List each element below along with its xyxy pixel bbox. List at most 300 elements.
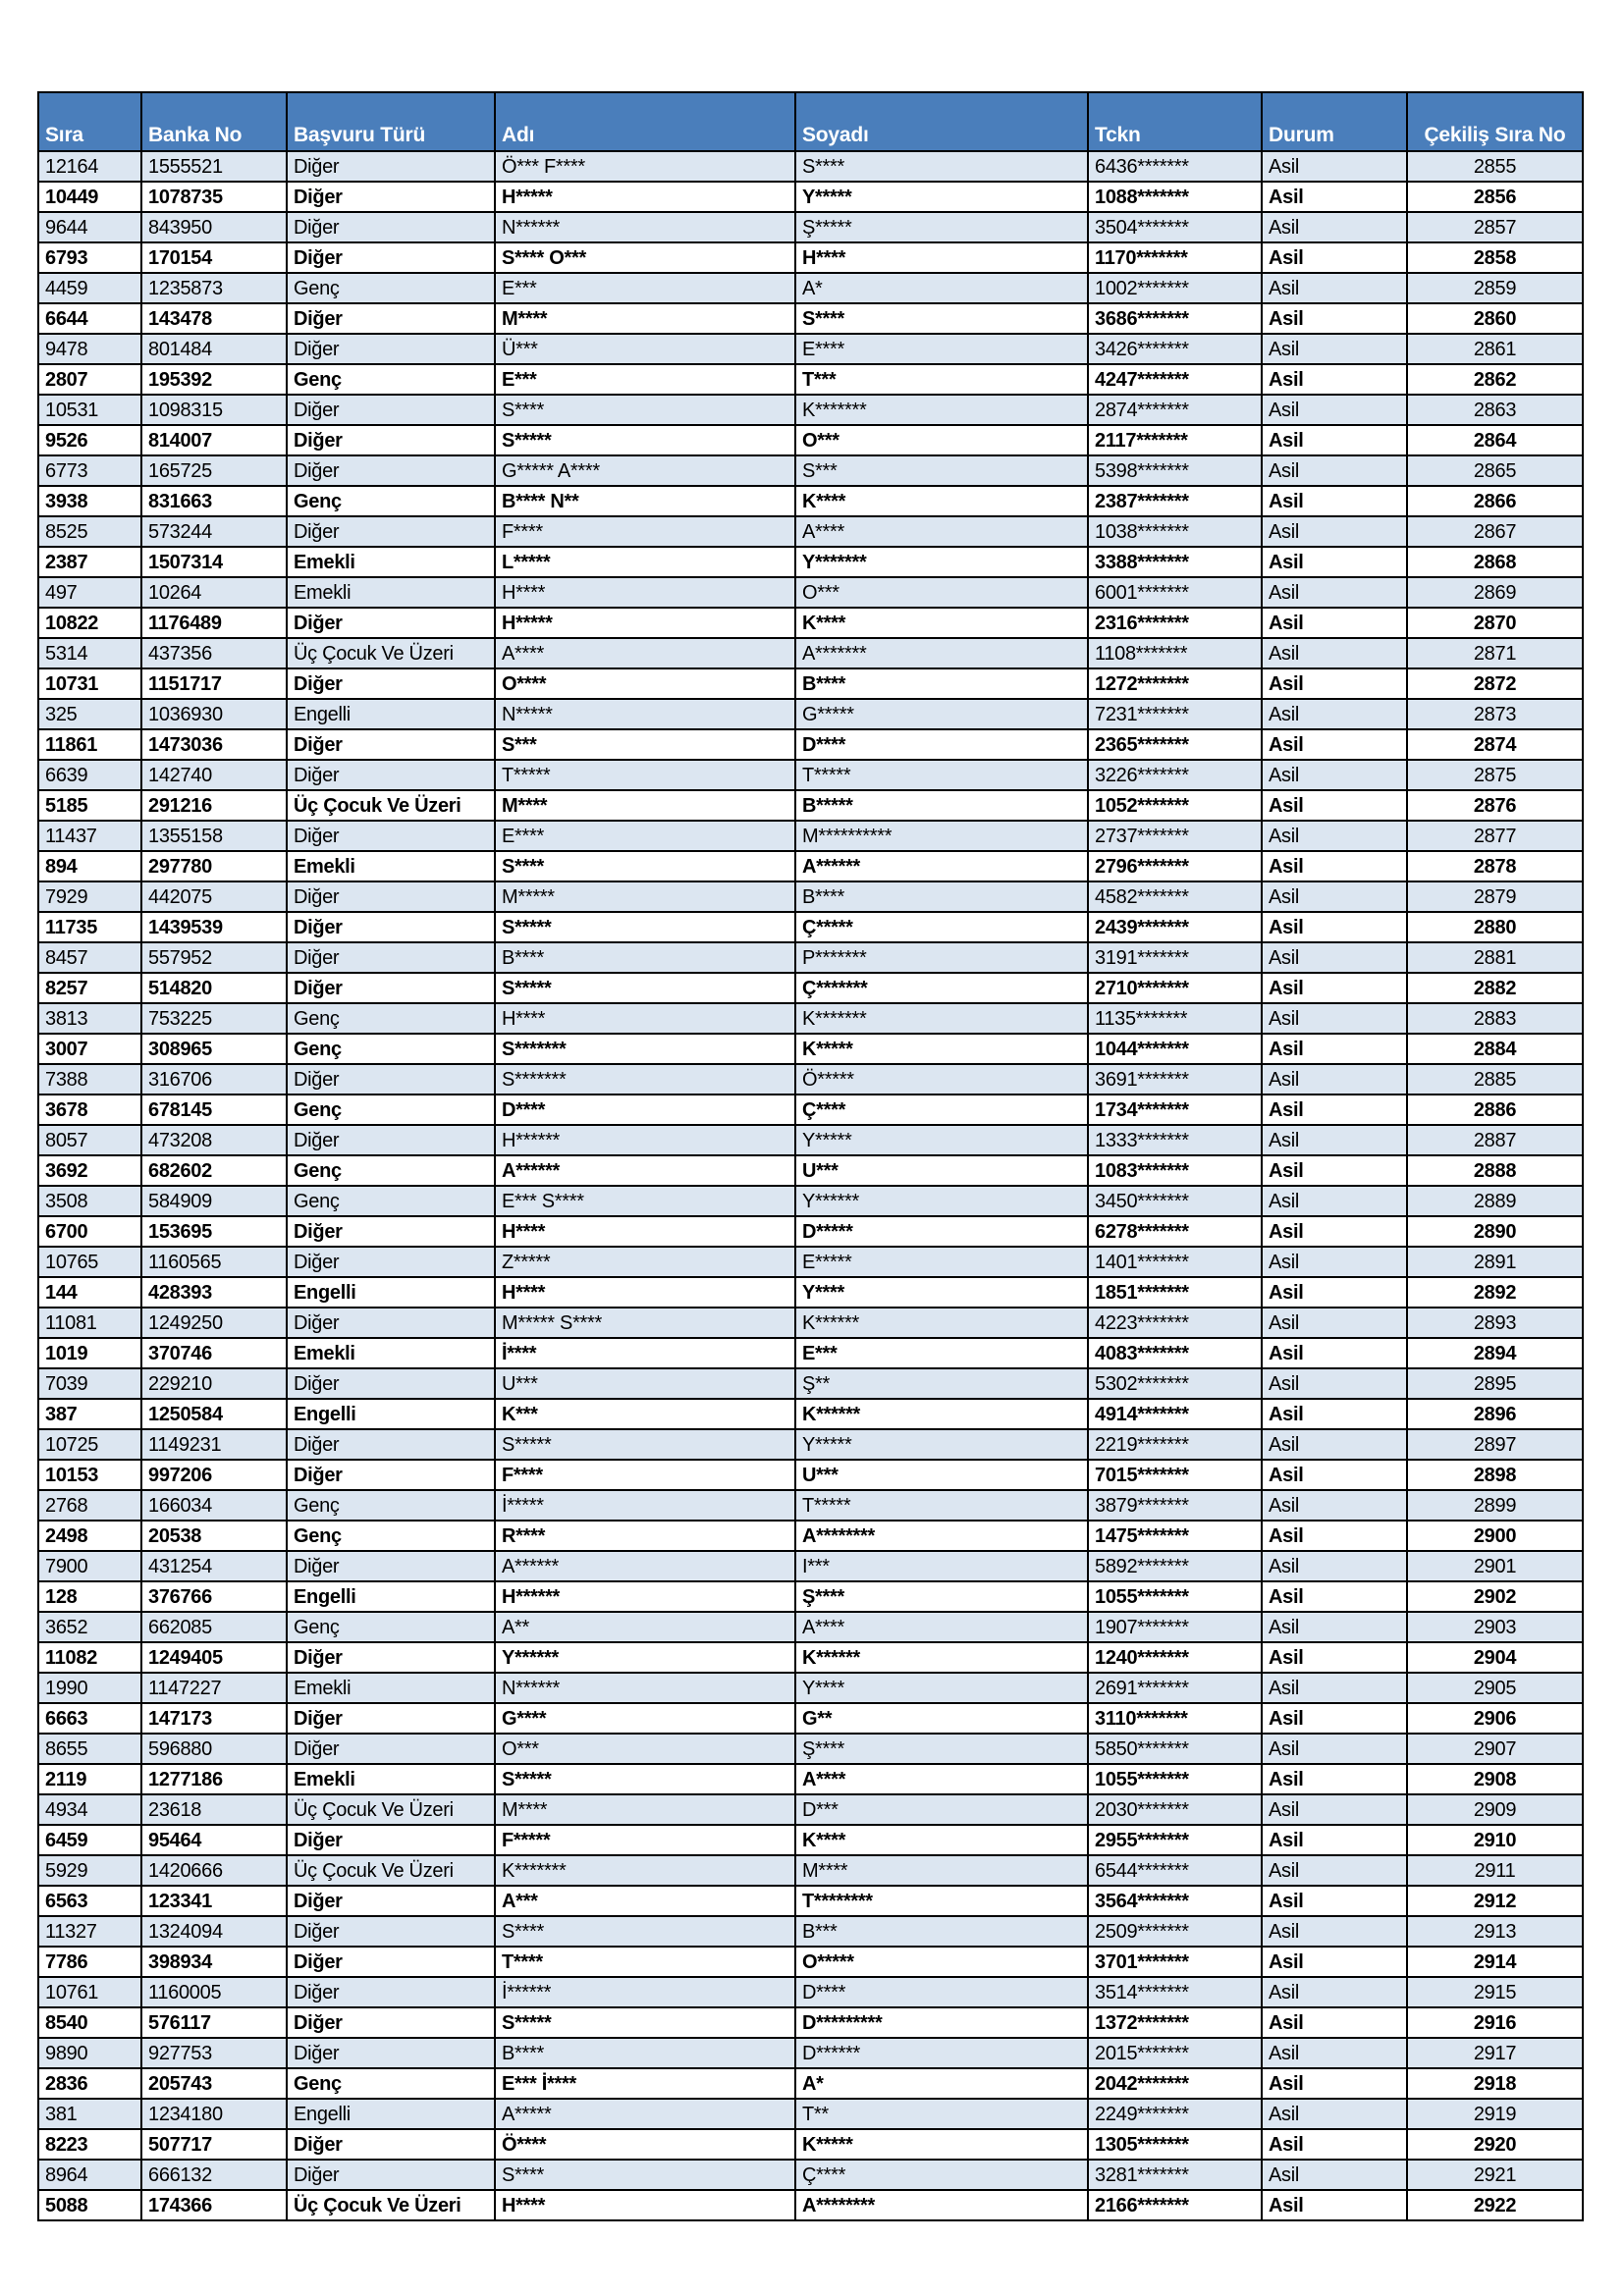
cell-adi: A**** (495, 638, 795, 668)
cell-adi: G**** (495, 1703, 795, 1734)
cell-adi: İ****** (495, 1977, 795, 2007)
table-row[interactable] (38, 1338, 1583, 1368)
table-row[interactable] (38, 1825, 1583, 1855)
cell-soyadi: D*** (795, 1794, 1088, 1825)
table-row[interactable] (38, 1734, 1583, 1764)
cell-soyadi: T*** (795, 364, 1088, 395)
cell-soyadi: D****** (795, 2038, 1088, 2068)
table-row[interactable] (38, 2190, 1583, 2220)
cell-basvuru_turu: Diğer (287, 760, 495, 790)
cell-cekilis_sira_no: 2891 (1407, 1247, 1583, 1277)
cell-durum: Asil (1262, 760, 1407, 790)
table-row[interactable] (38, 1216, 1583, 1247)
cell-adi: E*** S**** (495, 1186, 795, 1216)
cell-banka_no: 1249405 (141, 1642, 287, 1673)
cell-sira: 7929 (38, 881, 141, 912)
table-row[interactable] (38, 1095, 1583, 1125)
table-row[interactable] (38, 1429, 1583, 1460)
cell-tckn: 1002******* (1088, 273, 1262, 303)
cell-tckn: 2955******* (1088, 1825, 1262, 1855)
cell-adi: Ö*** F**** (495, 151, 795, 182)
cell-banka_no: 997206 (141, 1460, 287, 1490)
cell-adi: O**** (495, 668, 795, 699)
cell-soyadi: D**** (795, 1977, 1088, 2007)
cell-cekilis_sira_no: 2858 (1407, 242, 1583, 273)
table-row[interactable] (38, 2160, 1583, 2190)
cell-durum: Asil (1262, 2099, 1407, 2129)
cell-basvuru_turu: Emekli (287, 577, 495, 608)
table-row[interactable] (38, 1977, 1583, 2007)
cell-durum: Asil (1262, 2038, 1407, 2068)
table-row[interactable] (38, 516, 1583, 547)
cell-sira: 10153 (38, 1460, 141, 1490)
table-row[interactable] (38, 790, 1583, 821)
cell-durum: Asil (1262, 608, 1407, 638)
cell-adi: A***** (495, 2099, 795, 2129)
cell-cekilis_sira_no: 2906 (1407, 1703, 1583, 1734)
cell-soyadi: I*** (795, 1551, 1088, 1581)
cell-cekilis_sira_no: 2913 (1407, 1916, 1583, 1947)
cell-basvuru_turu: Diğer (287, 1886, 495, 1916)
cell-durum: Asil (1262, 334, 1407, 364)
cell-basvuru_turu: Genç (287, 1155, 495, 1186)
cell-banka_no: 576117 (141, 2007, 287, 2038)
cell-basvuru_turu: Genç (287, 1095, 495, 1125)
cell-tckn: 3514******* (1088, 1977, 1262, 2007)
table-row[interactable] (38, 577, 1583, 608)
cell-cekilis_sira_no: 2862 (1407, 364, 1583, 395)
cell-sira: 381 (38, 2099, 141, 2129)
cell-sira: 11082 (38, 1642, 141, 1673)
column-header-sira[interactable]: Sıra (38, 92, 141, 151)
cell-basvuru_turu: Diğer (287, 1551, 495, 1581)
table-row[interactable] (38, 1521, 1583, 1551)
cell-cekilis_sira_no: 2892 (1407, 1277, 1583, 1308)
cell-durum: Asil (1262, 1916, 1407, 1947)
cell-banka_no: 831663 (141, 486, 287, 516)
cell-tckn: 3701******* (1088, 1947, 1262, 1977)
cell-durum: Asil (1262, 2129, 1407, 2160)
cell-sira: 2836 (38, 2068, 141, 2099)
cell-tckn: 3226******* (1088, 760, 1262, 790)
cell-durum: Asil (1262, 821, 1407, 851)
table-row[interactable] (38, 760, 1583, 790)
cell-durum: Asil (1262, 1642, 1407, 1673)
cell-soyadi: K**** (795, 608, 1088, 638)
cell-adi: İ***** (495, 1490, 795, 1521)
cell-sira: 6563 (38, 1886, 141, 1916)
cell-sira: 3692 (38, 1155, 141, 1186)
cell-sira: 5314 (38, 638, 141, 668)
cell-soyadi: O***** (795, 1947, 1088, 1977)
cell-tckn: 3450******* (1088, 1186, 1262, 1216)
cell-sira: 144 (38, 1277, 141, 1308)
cell-cekilis_sira_no: 2885 (1407, 1064, 1583, 1095)
cell-soyadi: K****** (795, 1308, 1088, 1338)
cell-durum: Asil (1262, 1703, 1407, 1734)
cell-soyadi: K***** (795, 1034, 1088, 1064)
cell-banka_no: 1507314 (141, 547, 287, 577)
cell-banka_no: 205743 (141, 2068, 287, 2099)
cell-sira: 10765 (38, 1247, 141, 1277)
column-header-basvuru_turu[interactable]: Başvuru Türü (287, 92, 495, 151)
cell-durum: Asil (1262, 1095, 1407, 1125)
column-header-soyadi[interactable]: Soyadı (795, 92, 1088, 151)
cell-tckn: 4223******* (1088, 1308, 1262, 1338)
cell-soyadi: Y**** (795, 1277, 1088, 1308)
cell-banka_no: 753225 (141, 1003, 287, 1034)
cell-basvuru_turu: Genç (287, 1612, 495, 1642)
cell-tckn: 2249******* (1088, 2099, 1262, 2129)
cell-durum: Asil (1262, 638, 1407, 668)
cell-sira: 3678 (38, 1095, 141, 1125)
table-row[interactable] (38, 334, 1583, 364)
table-row[interactable] (38, 912, 1583, 942)
table-row[interactable] (38, 1947, 1583, 1977)
cell-cekilis_sira_no: 2917 (1407, 2038, 1583, 2068)
cell-banka_no: 370746 (141, 1338, 287, 1368)
cell-sira: 11081 (38, 1308, 141, 1338)
cell-soyadi: A**** (795, 1764, 1088, 1794)
table-row[interactable] (38, 821, 1583, 851)
cell-sira: 7039 (38, 1368, 141, 1399)
cell-sira: 10731 (38, 668, 141, 699)
cell-soyadi: O*** (795, 577, 1088, 608)
cell-banka_no: 428393 (141, 1277, 287, 1308)
cell-durum: Asil (1262, 942, 1407, 973)
cell-tckn: 1055******* (1088, 1581, 1262, 1612)
cell-durum: Asil (1262, 1490, 1407, 1521)
cell-tckn: 1272******* (1088, 668, 1262, 699)
table-row[interactable] (38, 303, 1583, 334)
cell-banka_no: 229210 (141, 1368, 287, 1399)
cell-banka_no: 1235873 (141, 273, 287, 303)
column-header-tckn[interactable]: Tckn (1088, 92, 1262, 151)
cell-banka_no: 1149231 (141, 1429, 287, 1460)
table-row[interactable] (38, 1064, 1583, 1095)
cell-soyadi: K****** (795, 1642, 1088, 1673)
cell-banka_no: 801484 (141, 334, 287, 364)
cell-cekilis_sira_no: 2907 (1407, 1734, 1583, 1764)
table-row[interactable] (38, 1308, 1583, 1338)
cell-basvuru_turu: Diğer (287, 1308, 495, 1338)
table-row[interactable] (38, 151, 1583, 182)
cell-basvuru_turu: Emekli (287, 1673, 495, 1703)
table-row[interactable] (38, 699, 1583, 729)
table-row[interactable] (38, 638, 1583, 668)
cell-basvuru_turu: Üç Çocuk Ve Üzeri (287, 1794, 495, 1825)
table-row[interactable] (38, 1155, 1583, 1186)
cell-tckn: 2710******* (1088, 973, 1262, 1003)
cell-cekilis_sira_no: 2865 (1407, 455, 1583, 486)
table-row[interactable] (38, 1612, 1583, 1642)
table-row[interactable] (38, 1581, 1583, 1612)
cell-banka_no: 123341 (141, 1886, 287, 1916)
cell-adi: H**** (495, 1277, 795, 1308)
cell-adi: İ**** (495, 1338, 795, 1368)
lottery-results-table (37, 91, 1584, 2221)
table-row[interactable] (38, 1794, 1583, 1825)
table-row[interactable] (38, 1003, 1583, 1034)
cell-cekilis_sira_no: 2876 (1407, 790, 1583, 821)
cell-basvuru_turu: Üç Çocuk Ve Üzeri (287, 1855, 495, 1886)
table-row[interactable] (38, 1855, 1583, 1886)
cell-durum: Asil (1262, 1277, 1407, 1308)
column-header-durum[interactable]: Durum (1262, 92, 1407, 151)
table-row[interactable] (38, 1399, 1583, 1429)
table-row[interactable] (38, 729, 1583, 760)
cell-soyadi: E*** (795, 1338, 1088, 1368)
cell-durum: Asil (1262, 1064, 1407, 1095)
cell-banka_no: 1250584 (141, 1399, 287, 1429)
table-row[interactable] (38, 1247, 1583, 1277)
table-row[interactable] (38, 425, 1583, 455)
cell-basvuru_turu: Engelli (287, 2099, 495, 2129)
cell-basvuru_turu: Diğer (287, 1825, 495, 1855)
cell-cekilis_sira_no: 2897 (1407, 1429, 1583, 1460)
cell-sira: 2387 (38, 547, 141, 577)
cell-tckn: 1135******* (1088, 1003, 1262, 1034)
table-row[interactable] (38, 608, 1583, 638)
cell-durum: Asil (1262, 1886, 1407, 1916)
cell-banka_no: 431254 (141, 1551, 287, 1581)
cell-banka_no: 662085 (141, 1612, 287, 1642)
cell-tckn: 5302******* (1088, 1368, 1262, 1399)
table-row[interactable] (38, 1764, 1583, 1794)
table-row[interactable] (38, 668, 1583, 699)
cell-sira: 2498 (38, 1521, 141, 1551)
cell-soyadi: T***** (795, 1490, 1088, 1521)
table-row[interactable] (38, 364, 1583, 395)
cell-basvuru_turu: Diğer (287, 1460, 495, 1490)
cell-soyadi: Ç******* (795, 973, 1088, 1003)
cell-adi: D**** (495, 1095, 795, 1125)
cell-durum: Asil (1262, 547, 1407, 577)
cell-banka_no: 166034 (141, 1490, 287, 1521)
cell-sira: 8540 (38, 2007, 141, 2038)
cell-adi: A****** (495, 1155, 795, 1186)
cell-adi: M***** S**** (495, 1308, 795, 1338)
cell-tckn: 2737******* (1088, 821, 1262, 851)
cell-durum: Asil (1262, 1794, 1407, 1825)
cell-basvuru_turu: Emekli (287, 851, 495, 881)
table-row[interactable] (38, 547, 1583, 577)
cell-banka_no: 1420666 (141, 1855, 287, 1886)
table-row[interactable] (38, 1551, 1583, 1581)
cell-soyadi: E***** (795, 1247, 1088, 1277)
table-row[interactable] (38, 2099, 1583, 2129)
cell-banka_no: 23618 (141, 1794, 287, 1825)
cell-sira: 8525 (38, 516, 141, 547)
cell-tckn: 1333******* (1088, 1125, 1262, 1155)
table-row[interactable] (38, 455, 1583, 486)
table-row[interactable] (38, 1642, 1583, 1673)
table-row[interactable] (38, 1490, 1583, 1521)
cell-adi: Ö**** (495, 2129, 795, 2160)
cell-tckn: 3388******* (1088, 547, 1262, 577)
cell-adi: O*** (495, 1734, 795, 1764)
cell-cekilis_sira_no: 2881 (1407, 942, 1583, 973)
cell-adi: F**** (495, 1460, 795, 1490)
cell-banka_no: 473208 (141, 1125, 287, 1155)
table-row[interactable] (38, 1186, 1583, 1216)
cell-soyadi: H**** (795, 242, 1088, 273)
cell-durum: Asil (1262, 1034, 1407, 1064)
cell-cekilis_sira_no: 2884 (1407, 1034, 1583, 1064)
cell-durum: Asil (1262, 1734, 1407, 1764)
cell-basvuru_turu: Diğer (287, 212, 495, 242)
cell-soyadi: M**** (795, 1855, 1088, 1886)
cell-tckn: 7015******* (1088, 1460, 1262, 1490)
table-row[interactable] (38, 2007, 1583, 2038)
cell-basvuru_turu: Diğer (287, 334, 495, 364)
table-row[interactable] (38, 395, 1583, 425)
cell-soyadi: B*** (795, 1916, 1088, 1947)
cell-tckn: 1083******* (1088, 1155, 1262, 1186)
cell-cekilis_sira_no: 2874 (1407, 729, 1583, 760)
cell-durum: Asil (1262, 1521, 1407, 1551)
cell-cekilis_sira_no: 2861 (1407, 334, 1583, 364)
table-row[interactable] (38, 1886, 1583, 1916)
cell-cekilis_sira_no: 2855 (1407, 151, 1583, 182)
table-row[interactable] (38, 212, 1583, 242)
cell-basvuru_turu: Diğer (287, 2007, 495, 2038)
table-row[interactable] (38, 273, 1583, 303)
cell-cekilis_sira_no: 2869 (1407, 577, 1583, 608)
cell-tckn: 2439******* (1088, 912, 1262, 942)
cell-cekilis_sira_no: 2921 (1407, 2160, 1583, 2190)
cell-adi: B**** (495, 942, 795, 973)
cell-tckn: 1734******* (1088, 1095, 1262, 1125)
cell-tckn: 1475******* (1088, 1521, 1262, 1551)
cell-sira: 8223 (38, 2129, 141, 2160)
table-row[interactable] (38, 1034, 1583, 1064)
cell-soyadi: Ş** (795, 1368, 1088, 1399)
cell-banka_no: 514820 (141, 973, 287, 1003)
cell-soyadi: Y***** (795, 1429, 1088, 1460)
cell-cekilis_sira_no: 2886 (1407, 1095, 1583, 1125)
cell-tckn: 2030******* (1088, 1794, 1262, 1825)
cell-banka_no: 1176489 (141, 608, 287, 638)
table-row[interactable] (38, 1125, 1583, 1155)
table-row[interactable] (38, 851, 1583, 881)
cell-soyadi: Ç**** (795, 2160, 1088, 2190)
cell-durum: Asil (1262, 395, 1407, 425)
table-row[interactable] (38, 881, 1583, 912)
cell-banka_no: 666132 (141, 2160, 287, 2190)
cell-durum: Asil (1262, 1429, 1407, 1460)
cell-tckn: 1851******* (1088, 1277, 1262, 1308)
table-row[interactable] (38, 242, 1583, 273)
cell-basvuru_turu: Diğer (287, 1216, 495, 1247)
cell-adi: F***** (495, 1825, 795, 1855)
cell-durum: Asil (1262, 1673, 1407, 1703)
cell-basvuru_turu: Diğer (287, 668, 495, 699)
table-row[interactable] (38, 1460, 1583, 1490)
table-row[interactable] (38, 486, 1583, 516)
column-header-cekilis_sira_no[interactable]: Çekiliş Sıra No (1407, 92, 1583, 151)
cell-banka_no: 1036930 (141, 699, 287, 729)
table-row[interactable] (38, 1673, 1583, 1703)
cell-basvuru_turu: Diğer (287, 729, 495, 760)
cell-durum: Asil (1262, 1581, 1407, 1612)
cell-durum: Asil (1262, 1125, 1407, 1155)
cell-sira: 11327 (38, 1916, 141, 1947)
cell-soyadi: K***** (795, 2129, 1088, 2160)
table-row[interactable] (38, 1368, 1583, 1399)
cell-durum: Asil (1262, 1764, 1407, 1794)
cell-tckn: 1170******* (1088, 242, 1262, 273)
cell-banka_no: 1098315 (141, 395, 287, 425)
cell-banka_no: 1234180 (141, 2099, 287, 2129)
cell-tckn: 2219******* (1088, 1429, 1262, 1460)
cell-banka_no: 814007 (141, 425, 287, 455)
cell-durum: Asil (1262, 699, 1407, 729)
cell-soyadi: A******* (795, 638, 1088, 668)
cell-banka_no: 1147227 (141, 1673, 287, 1703)
cell-soyadi: K**** (795, 486, 1088, 516)
cell-adi: S***** (495, 912, 795, 942)
cell-soyadi: U*** (795, 1460, 1088, 1490)
column-header-adi[interactable]: Adı (495, 92, 795, 151)
cell-cekilis_sira_no: 2920 (1407, 2129, 1583, 2160)
cell-soyadi: S**** (795, 151, 1088, 182)
cell-cekilis_sira_no: 2871 (1407, 638, 1583, 668)
cell-basvuru_turu: Diğer (287, 1247, 495, 1277)
table-row[interactable] (38, 2068, 1583, 2099)
cell-tckn: 1108******* (1088, 638, 1262, 668)
cell-banka_no: 927753 (141, 2038, 287, 2068)
cell-soyadi: Ş**** (795, 1734, 1088, 1764)
cell-adi: E**** (495, 821, 795, 851)
table-row[interactable] (38, 942, 1583, 973)
cell-banka_no: 1324094 (141, 1916, 287, 1947)
cell-soyadi: A* (795, 273, 1088, 303)
cell-sira: 6644 (38, 303, 141, 334)
cell-soyadi: M********** (795, 821, 1088, 851)
table-header (38, 92, 1583, 151)
cell-banka_no: 682602 (141, 1155, 287, 1186)
cell-soyadi: O*** (795, 425, 1088, 455)
table-row[interactable] (38, 2129, 1583, 2160)
cell-cekilis_sira_no: 2867 (1407, 516, 1583, 547)
cell-sira: 6639 (38, 760, 141, 790)
table-row[interactable] (38, 182, 1583, 212)
cell-adi: L***** (495, 547, 795, 577)
cell-tckn: 2796******* (1088, 851, 1262, 881)
cell-durum: Asil (1262, 912, 1407, 942)
cell-adi: S**** (495, 2160, 795, 2190)
cell-adi: S**** O*** (495, 242, 795, 273)
cell-sira: 8457 (38, 942, 141, 973)
table-row[interactable] (38, 2038, 1583, 2068)
table-row[interactable] (38, 973, 1583, 1003)
cell-sira: 5929 (38, 1855, 141, 1886)
column-header-banka_no[interactable]: Banka No (141, 92, 287, 151)
table-row[interactable] (38, 1916, 1583, 1947)
cell-durum: Asil (1262, 1003, 1407, 1034)
cell-adi: B**** N** (495, 486, 795, 516)
cell-durum: Asil (1262, 182, 1407, 212)
table-row[interactable] (38, 1277, 1583, 1308)
cell-tckn: 2042******* (1088, 2068, 1262, 2099)
cell-sira: 6459 (38, 1825, 141, 1855)
cell-soyadi: A**** (795, 516, 1088, 547)
cell-tckn: 2015******* (1088, 2038, 1262, 2068)
cell-durum: Asil (1262, 516, 1407, 547)
cell-durum: Asil (1262, 1338, 1407, 1368)
table-row[interactable] (38, 1703, 1583, 1734)
